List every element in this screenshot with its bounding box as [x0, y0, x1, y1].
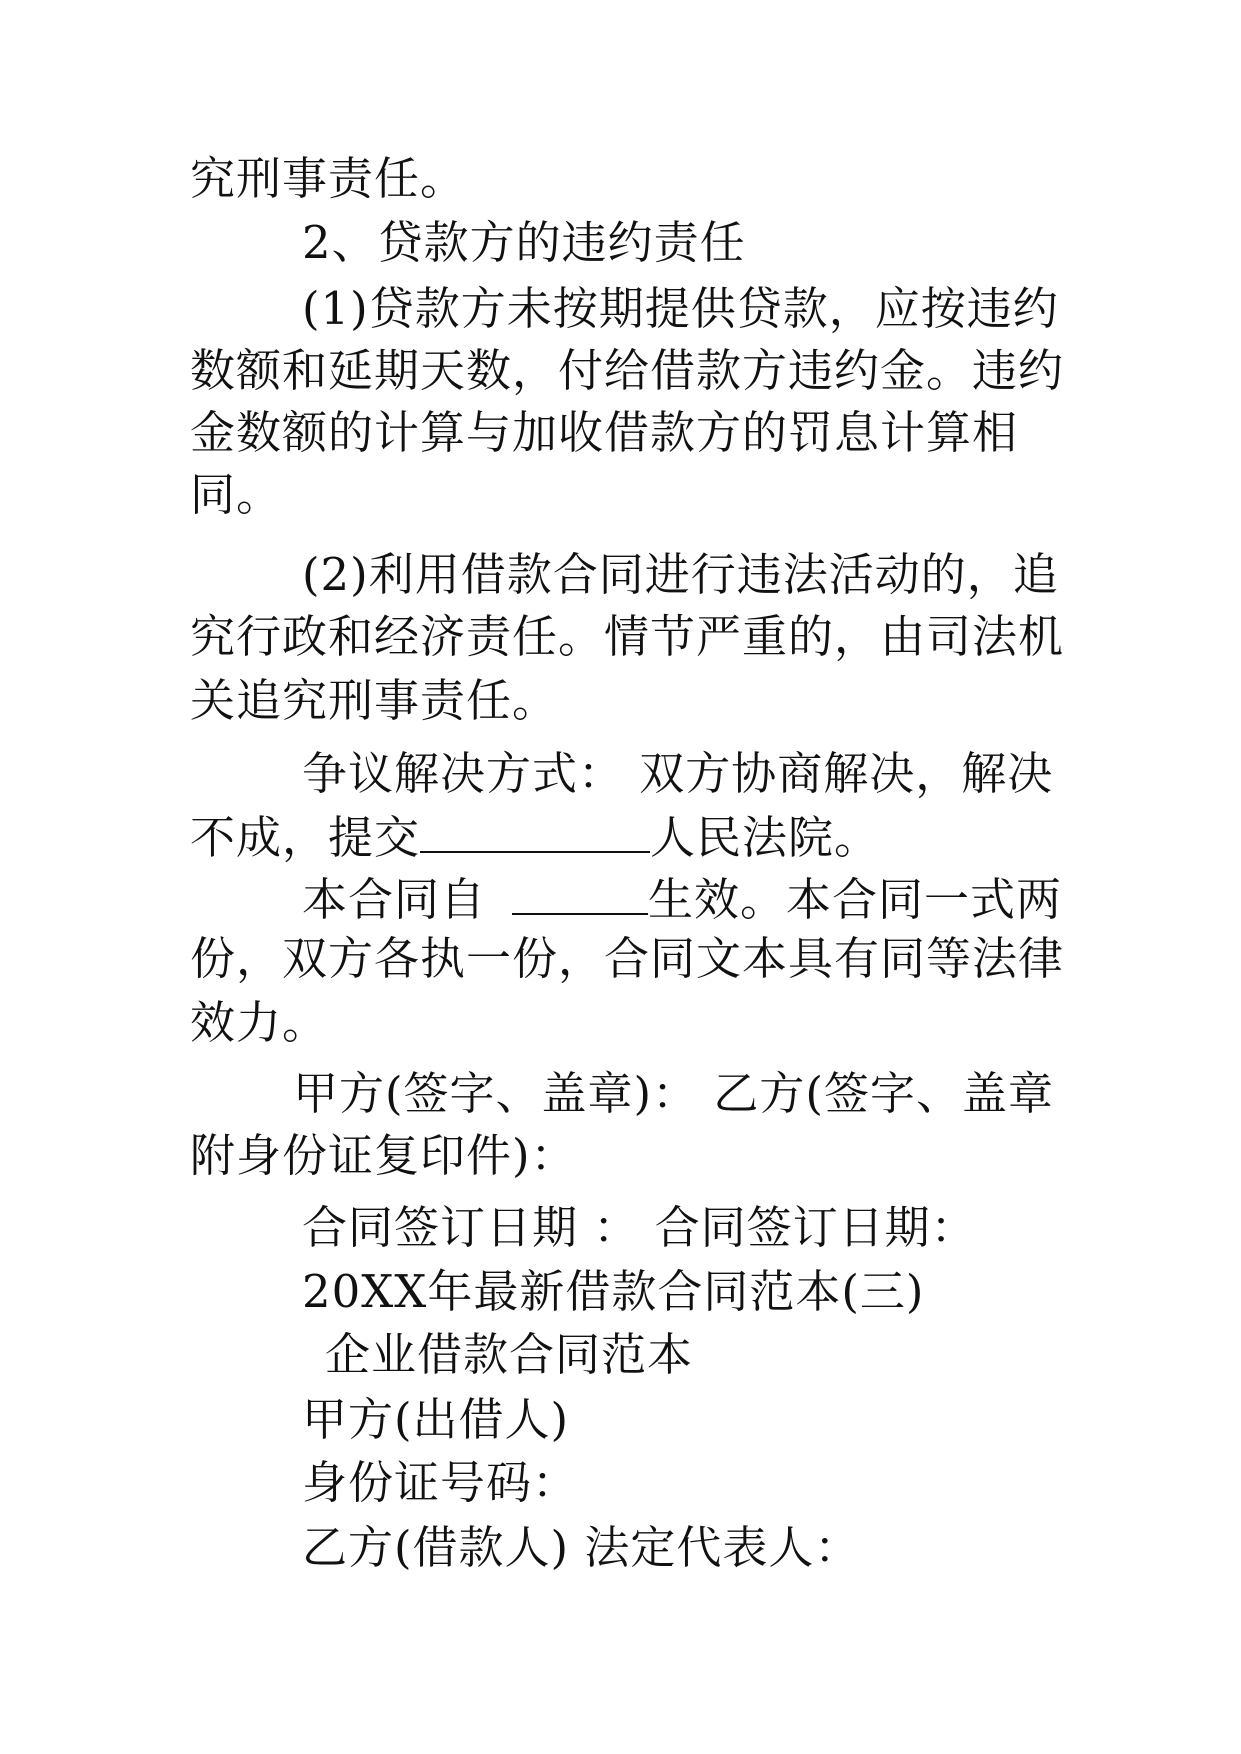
signature-line: 甲方(签字、盖章)： 乙方(签字、盖章 — [293, 1067, 1054, 1120]
text-line: 关追究刑事责任。 — [190, 674, 559, 727]
id-number-label: 身份证号码： — [302, 1456, 579, 1509]
effective-line — [302, 865, 1062, 929]
text-line: 金数额的计算与加收借款方的罚息计算相 — [190, 406, 1019, 459]
party-a-label: 甲方(出借人) — [302, 1393, 570, 1446]
text-line: 效力。 — [190, 996, 329, 1049]
signing-date-line: 合同签订日期 ： 合同签订日期： — [302, 1201, 977, 1254]
section-heading: 2、贷款方的违约责任 — [302, 216, 746, 269]
document-title: 20XX年最新借款合同范本(三) — [302, 1265, 925, 1318]
party-b-label: 乙方(借款人) 法定代表人： — [302, 1521, 861, 1574]
document-subtitle: 企业借款合同范本 — [325, 1328, 694, 1381]
text-line: (1)贷款方未按期提供贷款，应按违约 — [302, 282, 1059, 335]
court-line — [190, 803, 880, 867]
effective-line-before: 本合同自 — [302, 873, 487, 926]
text-line: 究行政和经济责任。情节严重的，由司法机 — [190, 610, 1065, 663]
text-line: 附身份证复印件)： — [190, 1129, 577, 1182]
text-line: 究刑事责任。 — [190, 152, 467, 205]
text-line: 份，双方各执一份，合同文本具有同等法律 — [190, 932, 1065, 985]
effective-date-blank — [512, 865, 648, 915]
effective-line-after: 生效。本合同一式两 — [648, 873, 1063, 926]
text-line: 争议解决方式： 双方协商解决，解决 — [302, 747, 1054, 800]
text-line: 数额和延期天数，付给借款方违约金。违约 — [190, 344, 1065, 397]
court-line-after: 人民法院。 — [650, 811, 881, 864]
text-line: 同。 — [190, 468, 283, 521]
court-blank — [420, 803, 650, 853]
text-line: (2)利用借款合同进行违法活动的，追 — [302, 548, 1059, 601]
court-line-before: 不成，提交 — [190, 811, 421, 864]
